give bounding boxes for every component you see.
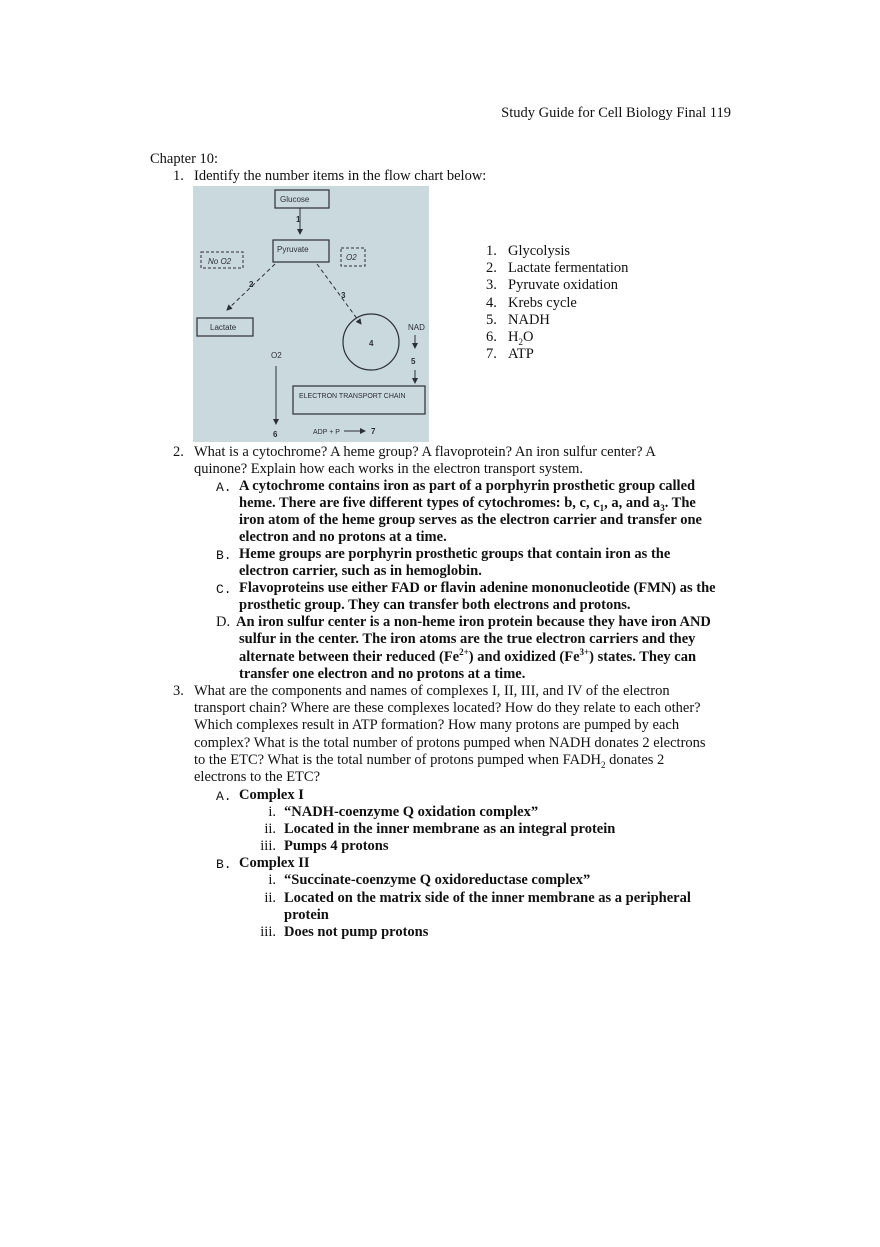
- q3-b-item-2-cont: protein: [284, 907, 329, 923]
- list-item: 7. ATP: [486, 346, 534, 363]
- q1-number: 1.: [173, 168, 184, 184]
- q3-b-title: Complex II: [239, 855, 310, 871]
- q2-d-line-1: An iron sulfur center is a non-heme iron protein because they have iron AND: [236, 614, 711, 630]
- q2-b-line-2: electron carrier, such as in hemoglobin.: [239, 563, 482, 579]
- diagram-num-1: 1: [296, 215, 301, 224]
- q2-c-label: C.: [216, 582, 232, 597]
- q3-line-3: Which complexes result in ATP formation? How many protons are pumped by each: [194, 717, 680, 733]
- list-item: 3. Pyruvate oxidation: [486, 277, 618, 294]
- etc-box: [293, 386, 425, 414]
- q3-a-item-1: “NADH-coenzyme Q oxidation complex”: [284, 804, 539, 820]
- q3-line-4: complex? What is the total number of protons pumped when NADH donates 2 electrons: [194, 735, 706, 751]
- list-item: 5. NADH: [486, 311, 550, 328]
- q3-line-2: transport chain? Where are these complexes located? How do they relate to each other?: [194, 700, 701, 716]
- o2-box-label: O2: [346, 253, 357, 262]
- q2-c-line-2: prosthetic group. They can transfer both electrons and protons.: [239, 597, 631, 613]
- list-item: 4. Krebs cycle: [486, 294, 577, 311]
- q2-d-line-3: alternate between their reduced $(Fe^{2+})$ and oxidized $(Fe^{3+})$ states. They can: [239, 647, 697, 665]
- q2-a-line-3: iron atom of the heme group serves as the electron carrier and transfer one: [239, 512, 702, 528]
- q3-b-item-1-num: i.: [268, 872, 276, 888]
- q3-b-item-2: Located on the matrix side of the inner membrane as a peripheral: [284, 890, 691, 906]
- q3-line-6: electrons to the ETC?: [194, 769, 321, 785]
- q2-d-line-2: sulfur in the center. The iron atoms are the true electron carriers and they: [239, 631, 696, 647]
- flow-chart-diagram: [193, 186, 429, 442]
- q1-text: Identify the number items in the flow chart below:: [194, 168, 487, 184]
- arrow-to-krebs: [317, 264, 361, 324]
- pyruvate-label: Pyruvate: [277, 245, 309, 254]
- q3-a-item-2-num: ii.: [264, 821, 276, 837]
- lactate-label: Lactate: [210, 323, 237, 332]
- list-item: 6. $H_2O$: [486, 328, 534, 347]
- no-o2-label: No O2: [208, 257, 232, 266]
- q3-b-item-2-num: ii.: [264, 890, 276, 906]
- q2-line-2: quinone? Explain how each works in the electron transport system.: [194, 461, 583, 477]
- q3-b-item-3-num: iii.: [260, 924, 276, 940]
- q3-b-item-1: “Succinate-coenzyme Q oxidoreductase complex”: [284, 872, 591, 888]
- adp-label: ADP + P: [313, 429, 340, 436]
- flow-chart-svg: [193, 186, 429, 442]
- nad-label: NAD: [408, 323, 425, 332]
- q2-line-1: What is a cytochrome? A heme group? A flavoprotein? An iron sulfur center? A: [194, 444, 656, 460]
- q2-a-line-4: electron and no protons at a time.: [239, 529, 447, 545]
- list-item: 2. Lactate fermentation: [486, 260, 629, 277]
- q3-a-title: Complex I: [239, 787, 304, 803]
- page-header: Study Guide for Cell Biology Final 119: [501, 105, 731, 121]
- diagram-num-2: 2: [249, 280, 254, 289]
- chapter-heading: Chapter 10:: [150, 151, 219, 167]
- glucose-label: Glucose: [280, 195, 310, 204]
- q2-b-line-1: Heme groups are porphyrin prosthetic groups that contain iron as the: [239, 546, 671, 562]
- q3-a-item-3-num: iii.: [260, 838, 276, 854]
- q2-a-label: A.: [216, 480, 232, 495]
- q2-b-label: B.: [216, 548, 232, 563]
- diagram-num-5: 5: [411, 357, 416, 366]
- q3-b-item-3: Does not pump protons: [284, 924, 429, 940]
- q3-number: 3.: [173, 683, 184, 699]
- q2-a-line-1: A cytochrome contains iron as part of a porphyrin prosthetic group called: [239, 478, 696, 494]
- q2-number: 2.: [173, 444, 184, 460]
- q2-a-line-2: heme. There are five different types of cytochromes: b, c, $c_1$, a, and $a_3$. The: [239, 495, 696, 513]
- q3-b-label: B.: [216, 857, 232, 872]
- q2-c-line-1: Flavoproteins use either FAD or flavin adenine mononucleotide (FMN) as the: [239, 580, 716, 596]
- etc-label: ELECTRON TRANSPORT CHAIN: [299, 393, 406, 400]
- diagram-num-3: 3: [341, 291, 346, 300]
- q2-d-label: D.: [216, 614, 231, 630]
- q3-a-label: A.: [216, 789, 232, 804]
- o2-label: O2: [271, 351, 282, 360]
- q3-a-item-1-num: i.: [268, 804, 276, 820]
- q1-answer-list: [486, 243, 628, 363]
- diagram-num-7: 7: [371, 427, 376, 436]
- diagram-num-4: 4: [369, 339, 374, 348]
- q3-a-item-2: Located in the inner membrane as an integral protein: [284, 821, 616, 837]
- list-item: 1. Glycolysis: [486, 243, 571, 259]
- diagram-num-6: 6: [273, 430, 278, 439]
- q3-line-5: to the ETC? What is the total number of protons pumped when $FADH_2$ donates 2: [194, 752, 665, 770]
- q3-a-item-3: Pumps 4 protons: [284, 838, 389, 854]
- q2-d-line-4: transfer one electron and no protons at a time.: [239, 666, 526, 682]
- q3-line-1: What are the components and names of complexes I, II, III, and IV of the electron: [194, 683, 670, 699]
